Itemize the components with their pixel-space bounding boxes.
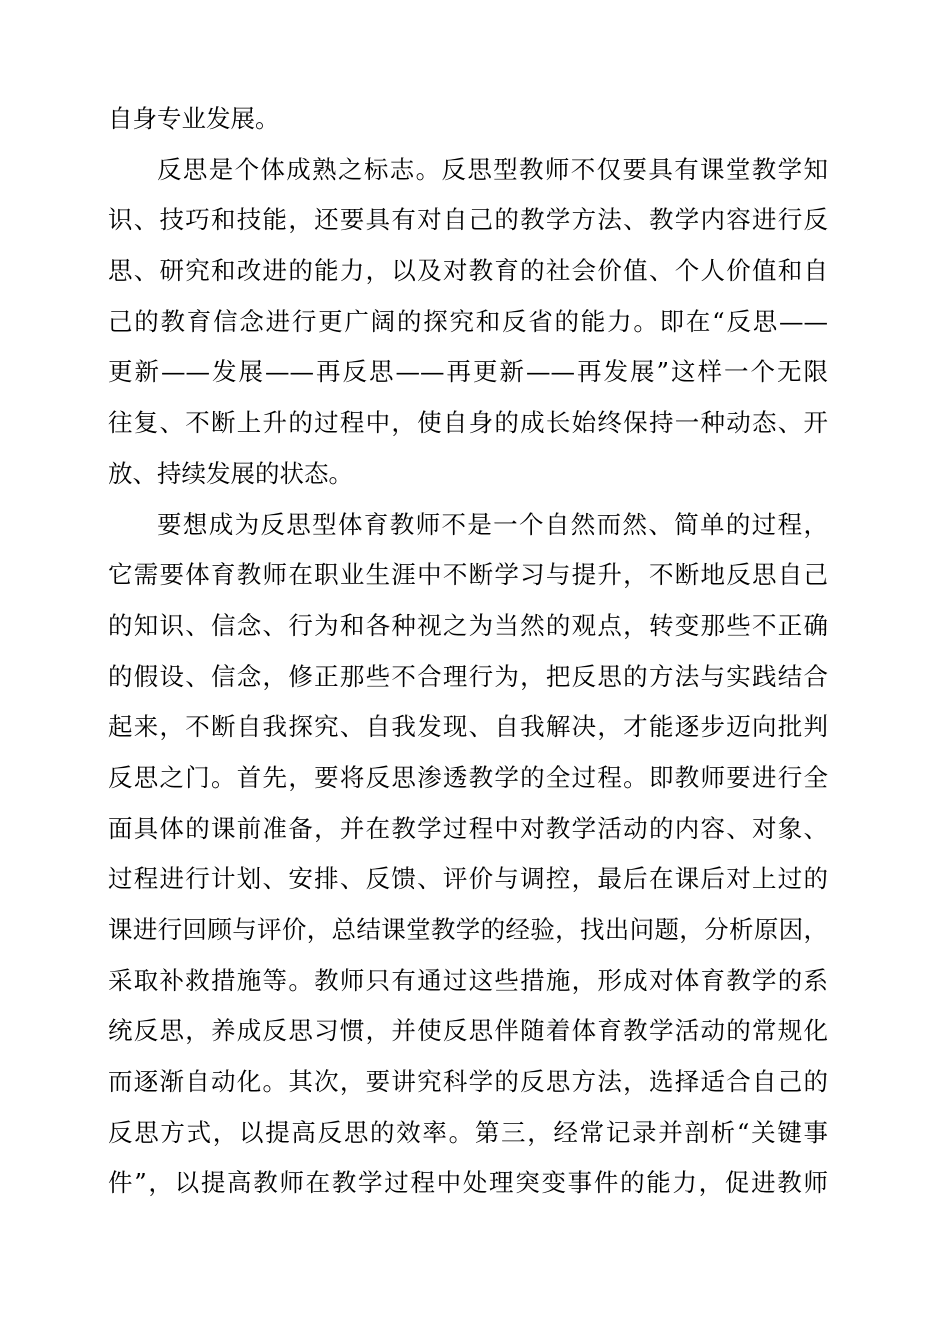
text-line: 面具体的课前准备，并在教学过程中对教学活动的内容、对象、 <box>108 813 828 843</box>
text-line: 的知识、信念、行为和各种视之为当然的观点，转变那些不正确 <box>108 610 828 640</box>
text-line: 而逐渐自动化。其次，要讲究科学的反思方法，选择适合自己的 <box>108 1067 828 1097</box>
text-line: 过程进行计划、安排、反馈、评价与调控，最后在课后对上过的 <box>108 864 828 894</box>
text-line: 采取补救措施等。教师只有通过这些措施，形成对体育教学的系 <box>108 965 828 995</box>
text-line: 思、研究和改进的能力，以及对教育的社会价值、个人价值和自 <box>108 256 828 286</box>
text-line: 己的教育信念进行更广阔的探究和反省的能力。即在“反思—— <box>108 306 828 336</box>
text-line: 它需要体育教师在职业生涯中不断学习与提升，不断地反思自己 <box>108 560 828 590</box>
text-line: 课进行回顾与评价，总结课堂教学的经验，找出问题，分析原因， <box>108 915 828 944</box>
text-line: 要想成为反思型体育教师不是一个自然而然、简单的过程， <box>157 509 828 539</box>
text-line: 起来，不断自我探究、自我发现、自我解决，才能逐步迈向批判 <box>108 712 828 742</box>
body-text <box>108 94 828 1209</box>
text-line: 反思是个体成熟之标志。反思型教师不仅要具有课堂教学知 <box>157 154 828 184</box>
paragraph <box>108 94 828 145</box>
text-line: 识、技巧和技能，还要具有对自己的教学方法、教学内容进行反 <box>108 205 828 235</box>
text-line: 自身专业发展。 <box>108 104 280 133</box>
paragraph <box>108 145 828 500</box>
text-line: 件”，以提高教师在教学过程中处理突变事件的能力，促进教师 <box>108 1168 828 1198</box>
text-line: 更新——发展——再反思——再更新——再发展”这样一个无限 <box>108 357 828 387</box>
text-line: 统反思，养成反思习惯，并使反思伴随着体育教学活动的常规化 <box>108 1016 828 1046</box>
text-line: 放、持续发展的状态。 <box>108 458 353 488</box>
text-line: 往复、不断上升的过程中，使自身的成长始终保持一种动态、开 <box>108 408 828 438</box>
text-line: 反思之门。首先，要将反思渗透教学的全过程。即教师要进行全 <box>108 762 828 792</box>
text-line: 的假设、信念，修正那些不合理行为，把反思的方法与实践结合 <box>108 661 828 691</box>
text-line: 反思方式，以提高反思的效率。第三，经常记录并剖析“关键事 <box>108 1117 828 1147</box>
paragraph <box>108 500 828 1210</box>
